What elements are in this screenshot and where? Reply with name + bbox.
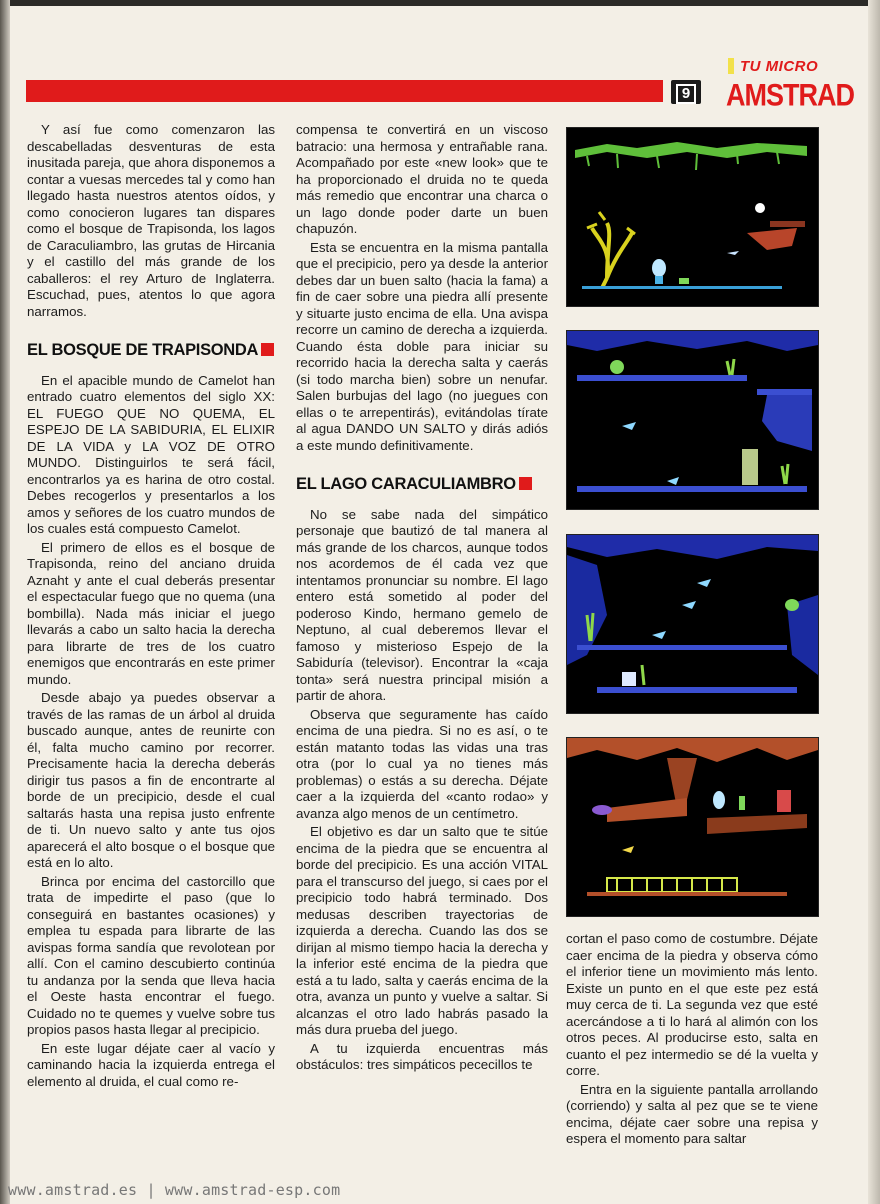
paragraph: El objetivo es dar un salto que te sitúe encima de la piedra que se encuentra al borde del precipicio. Es una acción VITAL para el transcurso del juego, si caes por el precipicio todo habrá terminado. Dos medusas describen trayectorias de izquierda a derecha. Cuando las dos se dirijan al mismo tiempo hacia la derecha y la inferior esté encima de la piedra que está a tu lado, salta y caerás encima de la otra, avanza un punto y vuelve a saltar. Si alcanzas el otro lado habrás pasado la más dura prueba del juego. [296,824,548,1037]
page-top-edge [0,0,880,6]
heading-square-icon [519,477,532,490]
game-screenshot-cave-2 [566,534,819,714]
paragraph: Brinca por encima del castorcillo que trata de impedirte el paso (que lo conseguirá en bastantes ocasiones) y emplea tu espada para librarte de las avispas forma sandía que revolotean por allí. Con el camino descubierto continúa tu andanza por la senda que lleva hacia el Oeste hasta encontrar el fuego. Cuidado no te quemes y vuelve sobre tus propios pasos hasta llegar al precipicio. [27,873,275,1037]
magazine-brand: AMSTRAD [726,78,854,113]
grotto-scene-image [567,738,818,916]
text-column-1 [27,122,275,1092]
paragraph: compensa te convertirá en un viscoso batracio: una hermosa y entrañable rana. Acompañado por este «new look» que te ha proporcionado el druida no te queda más remedio que encontrar una charca o un lago donde poder darte un buen chapuzón. [296,122,548,236]
intro-paragraph: Y así fue como comenzaron las descabelladas desventuras de esta inusitada pareja, que ahora disponemos a contar a vuesas mercedes tal y como han llegado hasta nuestros atentos oídos, y como conocieron lugares tan dispares como el bosque de Trapisonda, los lagos de Caraculiambro, las grutas de Hircania y el castillo del más grande de los caballeros: el rey Arturo de Inglaterra. Escuchad, pues, atentos lo que agora narramos. [27,122,275,319]
paragraph: Esta se encuentra en la misma pantalla que el precipicio, pero ya desde la anterior debes dar un buen salto (hacia la fama) a fin de caer sobre una piedra allí presente y situarte justo encima de ella. Una avispa recorre un camino de derecha a izquierda. Cuando ésta doble para iniciar su recorrido hacia la derecha salta y caerás (si todo marcha bien) sobre un nenufar. Salen burbujas del lago (no juegues con ellas o te arrepentirás), evitándolas tírate al agua DANDO UN SALTO y dirás adiós a este mundo definitivamente. [296,239,548,453]
text-column-3 [566,931,818,1150]
section-heading-bosque: EL BOSQUE DE TRAPISONDA [27,342,275,359]
page-right-edge [868,0,880,1204]
paragraph: cortan el paso como de costumbre. Déjate caer encima de la piedra y observa cómo el inferior tiene un movimiento más lento. Existe un punto en el que este pez está muy cerca de ti. La segunda vez que esté acercándose a ti lo hará al alimón con los otros peces. Al producirse esto, salta en cuanto el pez intermedio se dé la vuelta y corre. [566,931,818,1078]
text-column-2 [296,122,548,1076]
scan-watermark: www.amstrad.es | www.amstrad-esp.com [8,1181,341,1199]
cave-scene-1-image [567,331,818,509]
paragraph: Entra en la siguiente pantalla arrollando (corriendo) y salta al pez que se te viene encima, déjate caer sobre una repisa y espera el momento para saltar [566,1081,818,1146]
page-binding-shadow [0,0,10,1204]
paragraph: Desde abajo ya puedes observar a través de las ramas de un árbol al druida buscado aunque, antes de reunirte con él, falta mucho camino por recorrer. Precisamente hacia la derecha deberás dirigir tus pasos a fin de encontrarte al borde de un precipicio, desde el cual saltarás hasta una repisa justo enfrente de ti. Un nuevo salto y ante tus ojos aparecerá el alto bosque o el bosque que está en lo alto. [27,690,275,870]
game-screenshot-grotto [566,737,819,917]
game-screenshot-cave-1 [566,330,819,510]
forest-scene-image [567,128,818,306]
paragraph: No se sabe nada del simpático personaje que bautizó de tal manera al más grande de los charcos, aunque todos nos acordemos de él cada vez que intentamos pronunciar su nombre. El lago entero está sometido al poder del poderoso Kindo, hermano gemelo de Neptuno, al cual deberemos llevar el famoso y misterioso Espejo de la Sabiduría (televisor). Encontrar la «caja tonta» será nuestra principal misión a partir de ahora. [296,506,548,703]
paragraph: El primero de ellos es el bosque de Trapisonda, reino del anciano druida Aznaht y ante el cual deberás presentar el espectacular fuego que no quema (una bombilla). Nada más iniciar el juego llevarás a cabo un salto hacia la derecha para librarte de tres de los cuatro enemigos que encontrarás en este primer mundo. [27,539,275,687]
paragraph: A tu izquierda encuentras más obstáculos: tres simpáticos pececillos te [296,1040,548,1072]
section-heading-lago: EL LAGO CARACULIAMBRO [296,476,548,493]
game-screenshot-forest [566,127,819,307]
header-red-bar [26,80,663,102]
page-marker: 9 [671,80,701,104]
paragraph: En el apacible mundo de Camelot han entrado cuatro elementos del siglo XX: EL FUEGO QUE NO QUEMA, EL ESPEJO DE LA SABIDURIA, EL ELIXIR DE LA VIDA y LA VOZ DE OTRO MUNDO. Distinguirlos te será fácil, encontrarlos ya es harina de otro costal. Debes recogerlos y presentarlos a los amos y señores de los cuatro mundos de los cuales está compuesto Camelot. [27,372,275,536]
paragraph: En este lugar déjate caer al vacío y caminando hacia la izquierda entrega el elemento al druida, el cual como re- [27,1040,275,1089]
cave-scene-2-image [567,535,818,713]
heading-square-icon [261,343,274,356]
section-label: TU MICRO [740,58,819,75]
paragraph: Observa que seguramente has caído encima de una piedra. Si no es así, o te están matanto todas las vidas una tras otra (por lo cual ya no tienes más problemas) o estás a su derecha. Déjate caer a la izquierda del «canto rodao» y avanza algo menos de un centímetro. [296,706,548,821]
